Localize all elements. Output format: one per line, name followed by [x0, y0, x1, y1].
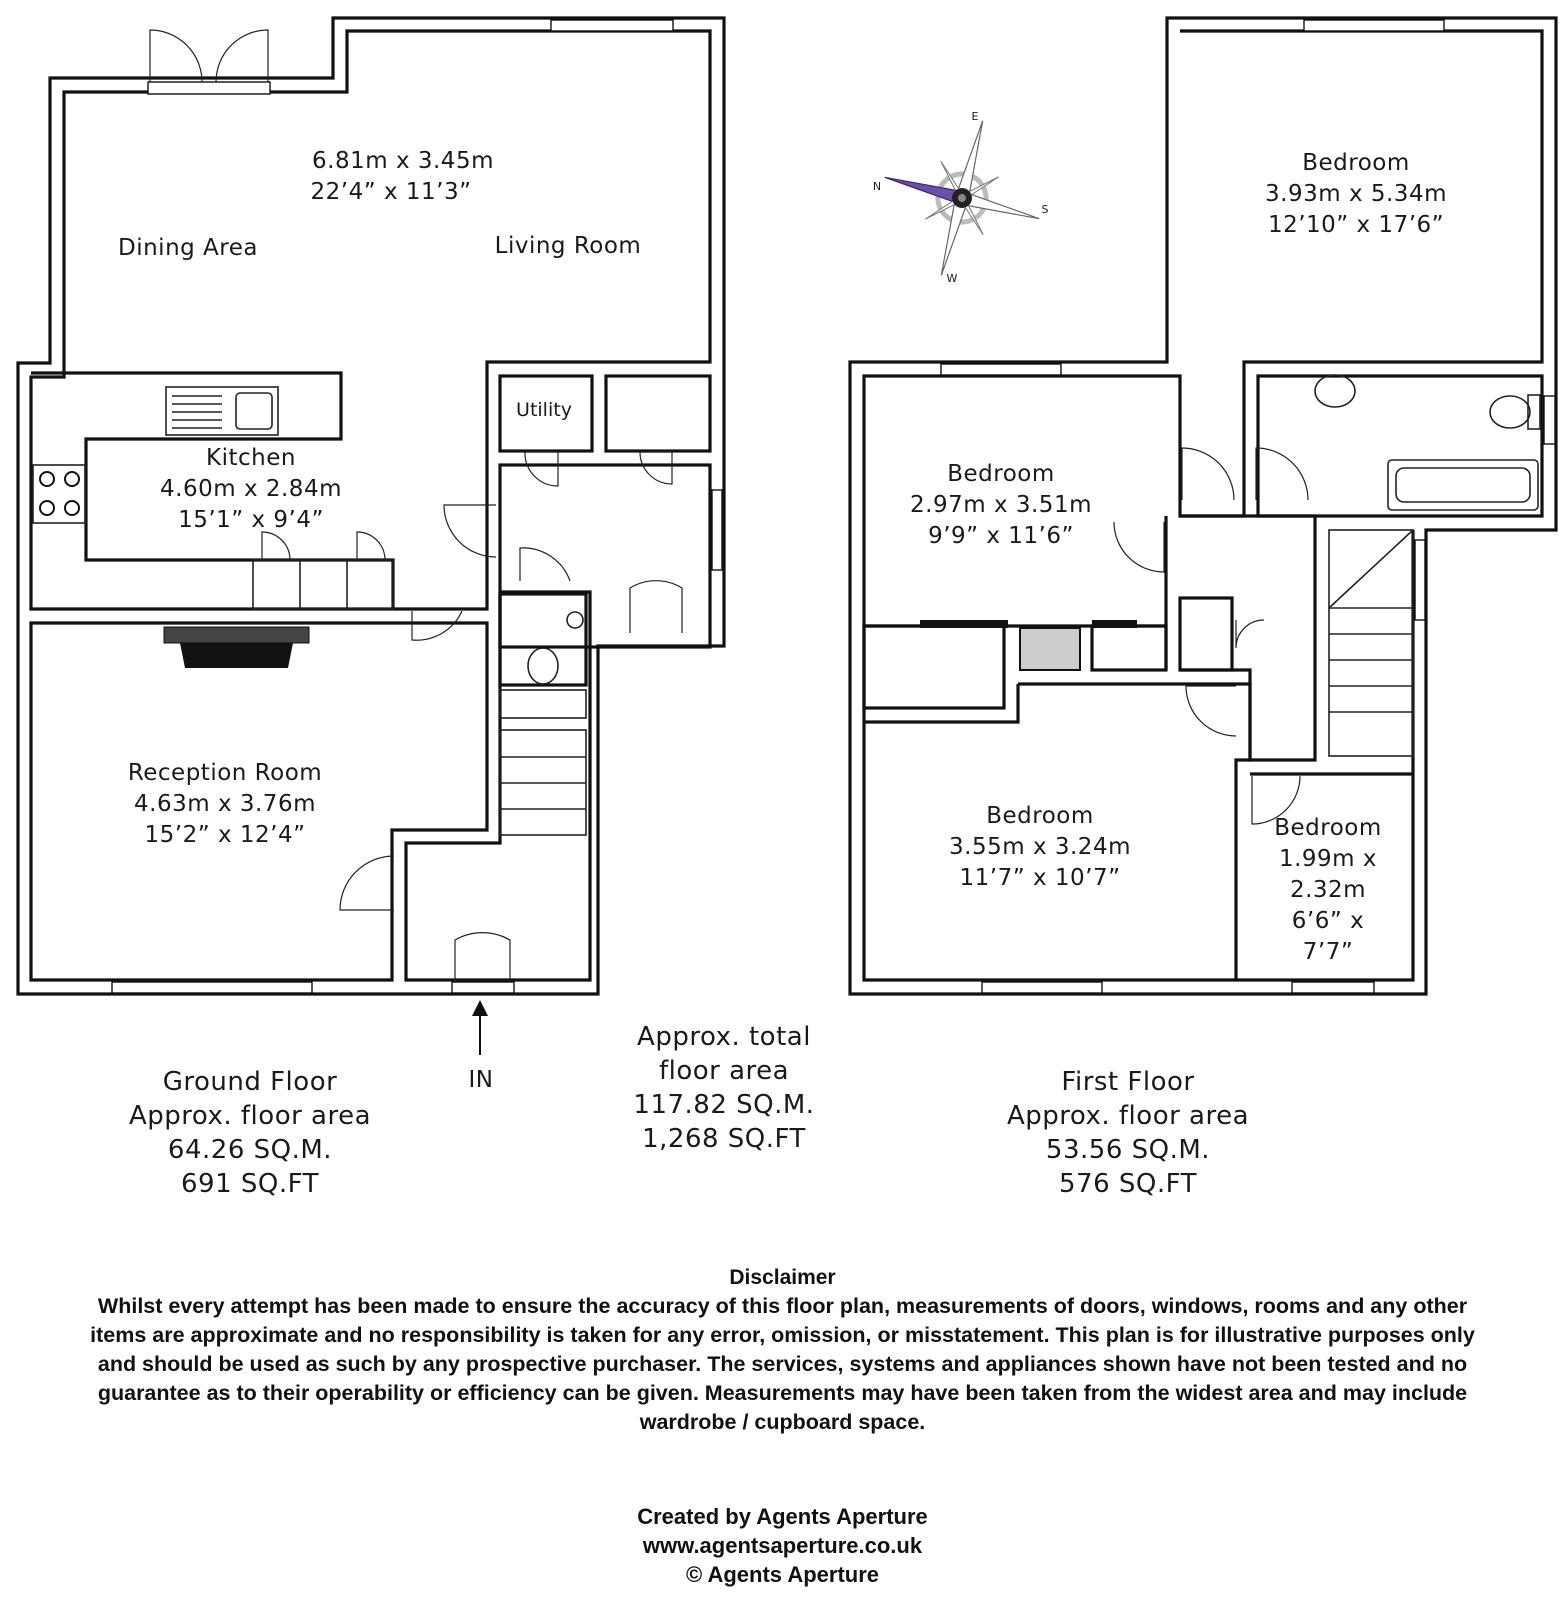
first-floor-stairs — [1329, 530, 1413, 756]
ground-wc — [500, 594, 586, 685]
landing-wall — [1180, 516, 1315, 760]
bedroom-3-dims-m: 3.55m x 3.24m — [949, 834, 1131, 860]
kitchen-label: Kitchen — [206, 445, 296, 471]
bedroom-4-line-2: 2.32m — [1289, 877, 1367, 903]
first-floor-area-label: Approx. floor area — [1006, 1101, 1250, 1131]
ground-floor-sqft: 691 SQ.FT — [180, 1169, 320, 1199]
first-floor-sqm: 53.56 SQ.M. — [1045, 1135, 1211, 1165]
window — [551, 20, 673, 31]
front-door — [452, 982, 514, 993]
ground-floor-area-label: Approx. floor area — [128, 1101, 372, 1131]
window — [712, 490, 722, 570]
reception-dims-ft: 15’2” x 12’4” — [144, 822, 306, 848]
living-dims-m: 6.81m x 3.45m — [312, 148, 494, 174]
living-dims-ft: 22’4” x 11’3” — [310, 179, 472, 205]
bedroom-3-label: Bedroom — [986, 803, 1094, 829]
bedroom-1-label: Bedroom — [1302, 150, 1410, 176]
window — [1304, 20, 1444, 31]
hob-icon — [33, 465, 85, 523]
compass-rose-icon — [864, 100, 1060, 296]
utility-lobby — [500, 465, 710, 647]
disclaimer-text: Whilst every attempt has been made to ensure the accuracy of this floor plan, measurements of doors, windows, rooms and any other items are approximate and no responsibility is taken for any error, omission, or misstatement. This plan is for illustrative purposes only and should be used as such by any prospective purchaser. The services, systems and appliances shown have not been tested and no guarantee as to their operability or efficiency can be given. Measurements may have been taken from the widest area and may include wardrobe / cupboard space. — [90, 1294, 1475, 1434]
bedroom-3-wall — [864, 684, 1250, 980]
kitchen-sink-icon — [166, 387, 278, 435]
credits — [480, 1502, 1085, 1589]
bedroom-4-line-3: 6’6” x — [1291, 908, 1365, 934]
kitchen-dims-ft: 15’1” x 9’4” — [178, 507, 324, 533]
toilet-icon — [528, 648, 558, 684]
bedroom-3-dims-ft: 11’7” x 10’7” — [959, 865, 1121, 891]
credits-created-by: Created by Agents Aperture — [637, 1504, 928, 1529]
total-area-line-1: Approx. total — [637, 1022, 811, 1052]
bedroom-4-line-1: 1.99m x — [1278, 846, 1378, 872]
window — [148, 82, 270, 94]
toilet-icon — [1490, 396, 1530, 428]
window — [1544, 396, 1555, 444]
bedroom-2-dims-m: 2.97m x 3.51m — [910, 492, 1092, 518]
reception-dims-m: 4.63m x 3.76m — [134, 791, 316, 817]
total-area-sqm: 117.82 SQ.M. — [633, 1090, 815, 1120]
disclaimer-title: Disclaimer — [729, 1266, 836, 1289]
compass-w: W — [946, 272, 958, 285]
bedroom-1-dims-m: 3.93m x 5.34m — [1265, 181, 1447, 207]
reception-label: Reception Room — [127, 760, 323, 786]
bedroom-2-label: Bedroom — [947, 461, 1055, 487]
window — [982, 982, 1102, 993]
bedroom-4-line-4: 7’7” — [1302, 939, 1354, 965]
kitchen-cupboards — [253, 560, 393, 609]
wardrobe — [864, 626, 1004, 708]
compass-n: N — [872, 180, 882, 193]
fireplace-icon — [164, 627, 309, 668]
bedroom-1-dims-ft: 12’10” x 17’6” — [1267, 212, 1445, 238]
landing-cupboard — [1180, 598, 1232, 670]
hallway-wall — [406, 592, 590, 980]
airing-cupboard — [1020, 628, 1080, 670]
window — [1415, 540, 1425, 620]
ground-floor-sqm: 64.26 SQ.M. — [167, 1135, 333, 1165]
ground-floor-title: Ground Floor — [162, 1067, 338, 1097]
window — [941, 364, 1061, 375]
bedroom-4-label: Bedroom — [1274, 815, 1382, 841]
compass-e: E — [971, 110, 979, 123]
kitchen-dims-m: 4.60m x 2.84m — [160, 476, 342, 502]
ground-floor-inner-wall — [31, 31, 710, 609]
utility-label: Utility — [516, 399, 572, 421]
bathroom-wall — [1258, 376, 1542, 516]
window — [112, 982, 312, 993]
total-area-line-2: floor area — [658, 1056, 790, 1086]
first-floor-sqft: 576 SQ.FT — [1058, 1169, 1198, 1199]
entrance-arrow-icon — [472, 1000, 488, 1055]
utility-cupboard — [606, 376, 710, 451]
basin-icon — [567, 612, 583, 628]
dining-area-label: Dining Area — [118, 235, 258, 261]
basin-icon — [1315, 375, 1355, 407]
french-door — [150, 30, 202, 82]
first-floor-title: First Floor — [1061, 1067, 1195, 1097]
credits-copyright: © Agents Aperture — [685, 1562, 880, 1587]
entrance-label: IN — [468, 1067, 494, 1093]
credits-website[interactable]: www.agentsaperture.co.uk — [642, 1533, 923, 1558]
window — [1292, 982, 1374, 993]
total-area-sqft: 1,268 SQ.FT — [642, 1124, 806, 1154]
living-room-label: Living Room — [494, 233, 642, 259]
cupboard — [1092, 626, 1166, 670]
bedroom-2-dims-ft: 9’9” x 11’6” — [928, 523, 1074, 549]
compass-s: S — [1041, 203, 1049, 216]
